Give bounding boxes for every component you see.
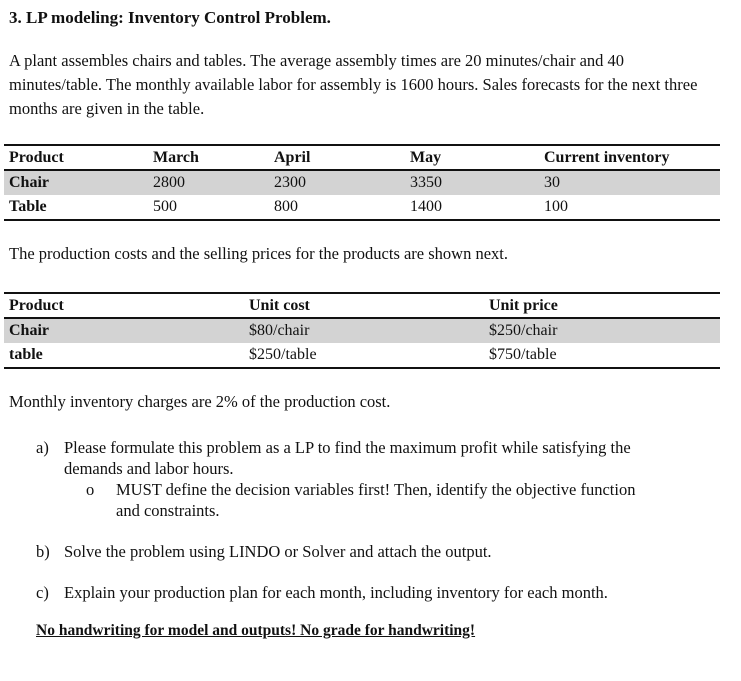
cell: 100: [539, 195, 720, 220]
header-product: Product: [4, 293, 244, 318]
cell: 2800: [148, 170, 269, 195]
cell: 2300: [269, 170, 405, 195]
cell: $80/chair: [244, 318, 484, 343]
cell: 500: [148, 195, 269, 220]
item-a-line1: Please formulate this problem as a LP to find the maximum profit while satisfying the: [64, 438, 631, 457]
cell: 1400: [405, 195, 539, 220]
cost-row-chair: [4, 318, 720, 343]
problem-title: 3. LP modeling: Inventory Control Problem.: [9, 8, 331, 27]
costs-intro: The production costs and the selling prices for the products are shown next.: [9, 244, 508, 263]
forecast-row-chair: [4, 170, 720, 195]
cost-row-table: [4, 343, 720, 368]
header-unit-cost: Unit cost: [244, 293, 484, 318]
item-c-text: Explain your production plan for each month, including inventory for each month.: [64, 583, 608, 602]
row-label: table: [4, 343, 244, 368]
forecast-table: [4, 144, 720, 221]
item-c-marker: c): [36, 583, 49, 602]
sub-line1: MUST define the decision variables first! Then, identify the objective function: [116, 480, 636, 499]
bullet-marker: o: [86, 480, 95, 499]
forecast-header-row: [4, 145, 720, 170]
row-label: Chair: [4, 318, 244, 343]
inventory-note: Monthly inventory charges are 2% of the production cost.: [9, 392, 391, 411]
sub-line2: and constraints.: [116, 501, 220, 520]
header-may: May: [405, 145, 539, 170]
cost-table: [4, 292, 720, 369]
item-b-marker: b): [36, 542, 50, 561]
header-march: March: [148, 145, 269, 170]
cell: 30: [539, 170, 720, 195]
item-a: [36, 437, 631, 479]
cell: 800: [269, 195, 405, 220]
header-april: April: [269, 145, 405, 170]
cell: 3350: [405, 170, 539, 195]
cell: $750/table: [484, 343, 720, 368]
item-c: [36, 582, 608, 603]
item-a-marker: a): [36, 438, 49, 457]
header-unit-price: Unit price: [484, 293, 720, 318]
item-a-line2: demands and labor hours.: [64, 459, 234, 478]
item-b: [36, 541, 492, 562]
row-label: Chair: [4, 170, 148, 195]
header-current-inventory: Current inventory: [539, 145, 720, 170]
cell: $250/table: [244, 343, 484, 368]
item-b-text: Solve the problem using LINDO or Solver and attach the output.: [64, 542, 492, 561]
cell: $250/chair: [484, 318, 720, 343]
cost-header-row: [4, 293, 720, 318]
intro-paragraph: A plant assembles chairs and tables. The average assembly times are 20 minutes/chair and 40 minutes/table. The monthly available labor for assembly is 1600 hours. Sales forecasts for the next three months are given in the table.: [9, 51, 698, 118]
row-label: Table: [4, 195, 148, 220]
forecast-row-table: [4, 195, 720, 220]
handwriting-warning: No handwriting for model and outputs! No grade for handwriting!: [36, 622, 476, 639]
item-a-subitem: [86, 479, 635, 521]
header-product: Product: [4, 145, 148, 170]
